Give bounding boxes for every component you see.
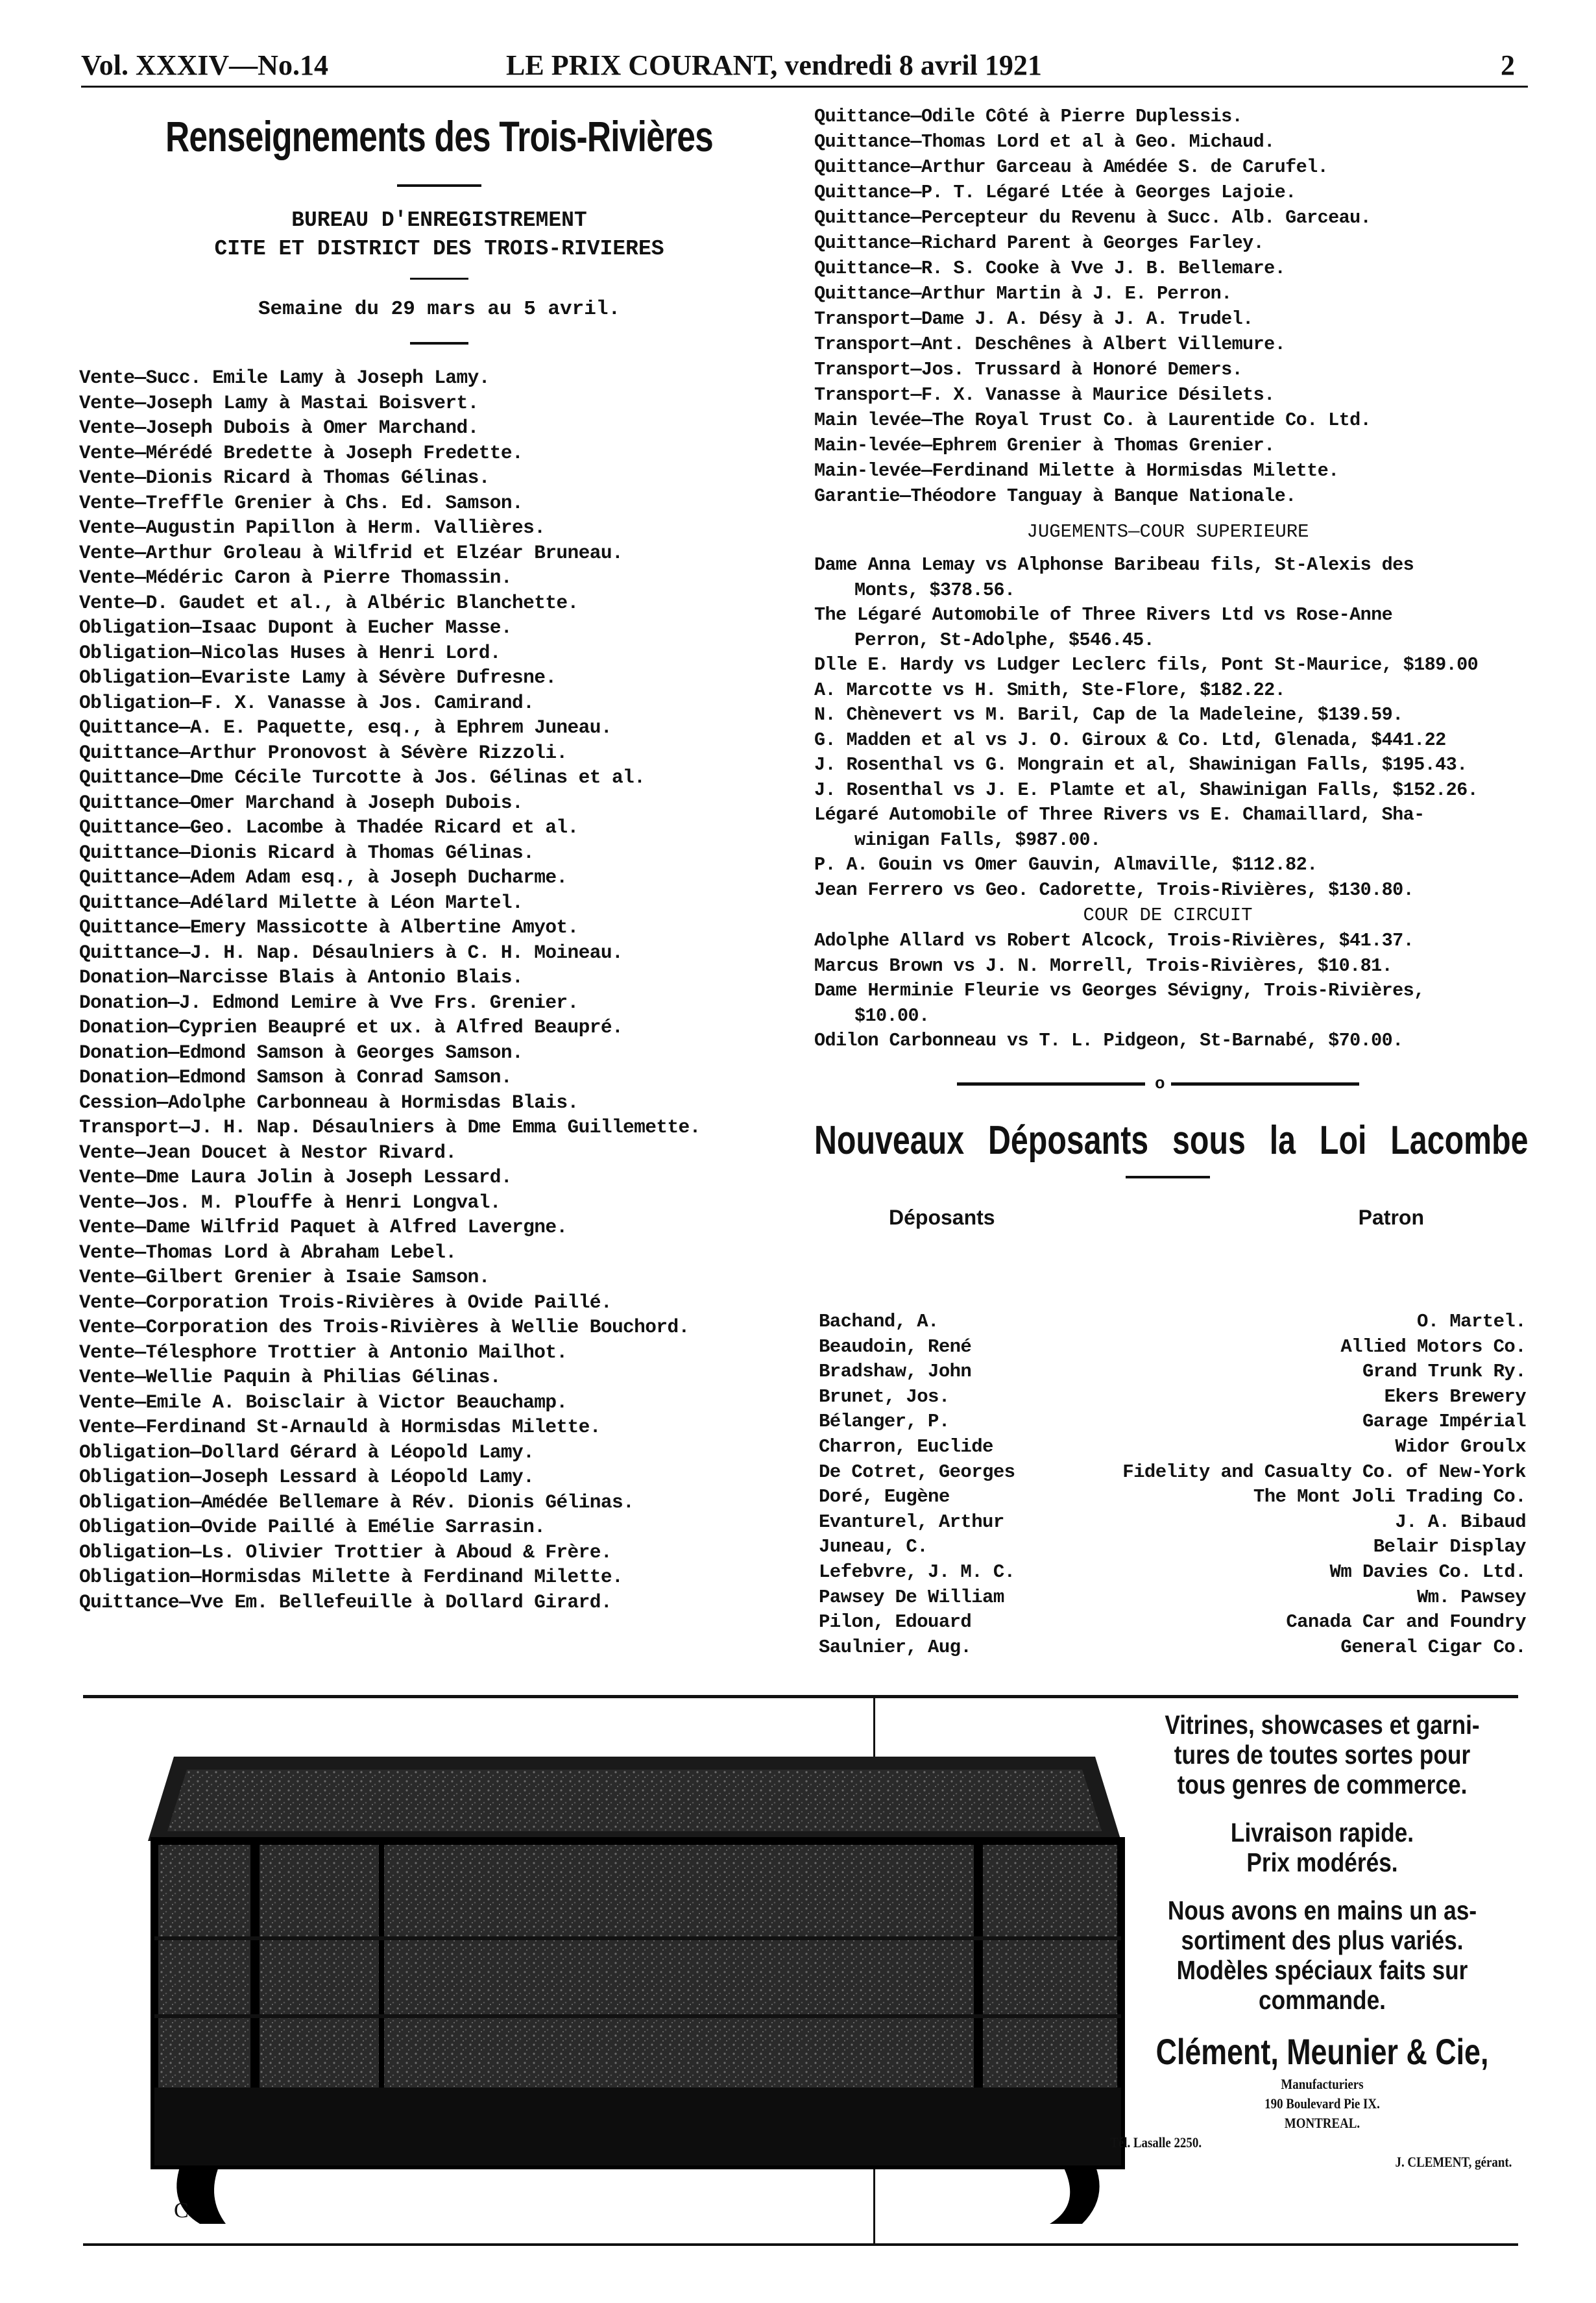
depositor-name: Bradshaw, John: [819, 1361, 972, 1383]
judgment-line: A. Marcotte vs H. Smith, Ste-Flore, $182.22.: [814, 679, 1286, 701]
list-item: Obligation—Amédée Bellemare à Rév. Dionis Gélinas.: [79, 1491, 635, 1513]
patron-name: Ekers Brewery: [1384, 1385, 1526, 1407]
depositor-name: Bélanger, P.: [819, 1411, 950, 1433]
list-item: Quittance—J. H. Nap. Désaulniers à C. H. Moineau.: [79, 941, 623, 964]
judgment-line: P. A. Gouin vs Omer Gauvin, Almaville, $112.82.: [814, 854, 1318, 875]
table-row: [819, 1311, 1526, 1336]
judgment-line: Dame Anna Lemay vs Alphonse Baribeau fils, St-Alexis des: [814, 554, 1414, 576]
patron-name: Canada Car and Foundry: [1286, 1611, 1526, 1633]
title-rule: [397, 184, 481, 187]
list-item: Main-levée—Ephrem Grenier à Thomas Grenier.: [814, 435, 1275, 456]
list-item: Quittance—Arthur Martin à J. E. Perron.: [814, 283, 1232, 304]
depositor-name: Brunet, Jos.: [819, 1385, 950, 1407]
list-item: Main-levée—Ferdinand Milette à Hormisdas Milette.: [814, 460, 1339, 481]
list-item: Transport—F. X. Vanasse à Maurice Désilets.: [814, 384, 1275, 406]
list-item: Vente—Succ. Emile Lamy à Joseph Lamy.: [79, 367, 490, 389]
judgment-line: Légaré Automobile of Three Rivers vs E. Chamaillard, Sha-: [814, 804, 1425, 825]
ornament-rule-right: [1171, 1082, 1359, 1086]
list-item: Donation—Edmond Samson à Georges Samson.: [79, 1041, 524, 1064]
list-item: Vente—Wellie Paquin à Philias Gélinas.: [79, 1366, 501, 1388]
showcase-illustration: [141, 1724, 1128, 2230]
page-number: 2: [1501, 49, 1515, 81]
circuit-list: [814, 929, 1521, 1054]
volume-number: Vol. XXXIV—No.14: [81, 49, 328, 81]
list-item: Quittance—Geo. Lacombe à Thadée Ricard et al.: [79, 816, 579, 838]
depositors-column-headers: [814, 1206, 1521, 1245]
judgment-item: [814, 553, 1521, 603]
list-item: Cession—Adolphe Carbonneau à Hormisdas Blais.: [79, 1091, 579, 1114]
list-item: Quittance—P. T. Légaré Ltée à Georges Lajoie.: [814, 182, 1296, 203]
list-item: Vente—Thomas Lord à Abraham Lebel.: [79, 1241, 457, 1263]
judgment-item: [814, 728, 1521, 753]
ornament-rule-left: [957, 1082, 1145, 1086]
list-item: Donation—Narcisse Blais à Antonio Blais.: [79, 966, 524, 988]
judgment-line: Adolphe Allard vs Robert Alcock, Trois-Rivières, $41.37.: [814, 930, 1414, 951]
list-item: Quittance—R. S. Cooke à Vve J. B. Bellemare.: [814, 258, 1286, 279]
list-item: Vente—Mérédé Bredette à Joseph Fredette.: [79, 441, 524, 464]
judgment-item: [814, 653, 1521, 678]
depositor-name: Saulnier, Aug.: [819, 1636, 972, 1658]
ad-line-1: Vitrines, showcases et garni-: [1165, 1710, 1480, 1740]
depositor-name: Pawsey De William: [819, 1586, 1004, 1608]
depositor-name: Doré, Eugène: [819, 1486, 950, 1508]
judgments-list: [814, 553, 1521, 903]
depositor-name: Beaudoin, René: [819, 1335, 972, 1358]
ad-maker: Manufacturiers: [1281, 2076, 1364, 2092]
list-item: Vente—Arthur Groleau à Wilfrid et Elzéar Bruneau.: [79, 541, 623, 564]
judgment-line: J. Rosenthal vs J. E. Plamte et al, Shawinigan Falls, $152.26.: [814, 779, 1479, 801]
patron-header: Patron: [1358, 1205, 1424, 1229]
list-item: Vente—Gilbert Grenier à Isaie Samson.: [79, 1266, 490, 1288]
list-item: Donation—Edmond Samson à Conrad Samson.: [79, 1066, 513, 1088]
list-item: Transport—Ant. Deschênes à Albert Villemure.: [814, 334, 1286, 355]
registry-entries-left: [79, 365, 799, 1615]
list-item: Quittance—Arthur Garceau à Amédée S. de Carufel.: [814, 156, 1329, 178]
bureau-heading: [79, 206, 799, 263]
list-item: Quittance—Thomas Lord et al à Geo. Michaud.: [814, 131, 1275, 152]
table-row: [819, 1611, 1526, 1637]
ad-copy: [1063, 1710, 1582, 2172]
ad-line-3: tous genres de commerce.: [1177, 1770, 1468, 1799]
judgment-item: [814, 979, 1521, 1029]
judgment-item: [814, 929, 1521, 954]
depositor-name: Charron, Euclide: [819, 1435, 993, 1457]
list-item: Vente—Jos. M. Plouffe à Henri Longval.: [79, 1191, 501, 1213]
list-item: Obligation—Nicolas Huses à Henri Lord.: [79, 641, 501, 664]
ad-address: 190 Boulevard Pie IX.: [1264, 2095, 1380, 2112]
depositor-name: Juneau, C.: [819, 1536, 928, 1558]
list-item: Vente—Ferdinand St-Arnauld à Hormisdas Milette.: [79, 1416, 601, 1438]
bureau-line-1: BUREAU D'ENREGISTREMENT: [291, 208, 587, 232]
ad-line-9: commande.: [1259, 1985, 1386, 2015]
judgment-line: Odilon Carbonneau vs T. L. Pidgeon, St-Barnabé, $70.00.: [814, 1030, 1403, 1051]
table-row: [819, 1436, 1526, 1461]
right-column: [814, 104, 1529, 1245]
list-item: Quittance—Percepteur du Revenu à Succ. Alb. Garceau.: [814, 207, 1372, 228]
judgment-line: The Légaré Automobile of Three Rivers Ltd vs Rose-Anne: [814, 604, 1393, 626]
list-item: Obligation—Joseph Lessard à Léopold Lamy.: [79, 1466, 535, 1488]
judgment-line: Marcus Brown vs J. N. Morrell, Trois-Rivières, $10.81.: [814, 955, 1393, 977]
depositor-name: De Cotret, Georges: [819, 1461, 1015, 1483]
ad-company-name: Clément, Meunier & Cie,: [1155, 2031, 1489, 2072]
patron-name: Wm. Pawsey: [1416, 1586, 1526, 1608]
list-item: Quittance—Emery Massicotte à Albertine Amyot.: [79, 916, 579, 938]
list-item: Vente—Télesphore Trottier à Antonio Mailhot.: [79, 1341, 568, 1363]
list-item: Quittance—Dme Cécile Turcotte à Jos. Gélinas et al.: [79, 766, 646, 788]
list-item: Donation—J. Edmond Lemire à Vve Frs. Grenier.: [79, 991, 579, 1014]
table-row: [819, 1336, 1526, 1361]
week-rule: [410, 342, 468, 345]
ad-manager: J. CLEMENT, gérant.: [1395, 2154, 1512, 2170]
list-item: Obligation—F. X. Vanasse à Jos. Camirand.: [79, 691, 535, 714]
list-item: Quittance—A. E. Paquette, esq., à Ephrem Juneau.: [79, 716, 612, 738]
list-item: Quittance—Omer Marchand à Joseph Dubois.: [79, 791, 524, 814]
list-item: Vente—Joseph Lamy à Mastai Boisvert.: [79, 391, 479, 414]
judgment-line: Dlle E. Hardy vs Ludger Leclerc fils, Pont St-Maurice, $189.00: [814, 654, 1479, 676]
judgment-line-continued: $10.00.: [854, 1005, 930, 1027]
judgment-item: [814, 853, 1521, 878]
patron-name: Wm Davies Co. Ltd.: [1329, 1561, 1526, 1583]
lacombe-title: Nouveaux Déposants sous la Loi Lacombe: [814, 1117, 1529, 1163]
list-item: Quittance—Arthur Pronovost à Sévère Rizzoli.: [79, 741, 568, 764]
week-range: Semaine du 29 mars au 5 avril.: [258, 298, 621, 321]
patron-name: General Cigar Co.: [1340, 1636, 1526, 1658]
judgment-line-continued: Monts, $378.56.: [854, 579, 1015, 601]
list-item: Obligation—Evariste Lamy à Sévère Dufresne.: [79, 666, 557, 688]
table-row: [819, 1386, 1526, 1411]
lacombe-rule: [1126, 1176, 1210, 1178]
circuit-heading: COUR DE CIRCUIT: [1083, 905, 1253, 926]
ad-city: MONTREAL.: [1284, 2115, 1360, 2131]
case-mark: C: [174, 2199, 189, 2223]
table-row: [819, 1561, 1526, 1587]
ad-line-2: tures de toutes sortes pour: [1174, 1740, 1471, 1770]
ad-telephone: Tél. Lasalle 2250.: [1110, 2134, 1202, 2151]
list-item: Quittance—Dionis Ricard à Thomas Gélinas.: [79, 841, 535, 864]
list-item: Quittance—Odile Côté à Pierre Duplessis.: [814, 106, 1243, 127]
table-row: [819, 1511, 1526, 1537]
running-header: [81, 40, 1528, 88]
showcase-advertisement: [83, 1695, 1518, 2246]
list-item: Transport—Jos. Trussard à Honoré Demers.: [814, 359, 1243, 380]
patron-name: Grand Trunk Ry.: [1362, 1361, 1526, 1383]
patron-name: Garage Impérial: [1362, 1411, 1526, 1433]
table-row: [819, 1461, 1526, 1487]
list-item: Vente—Joseph Dubois à Omer Marchand.: [79, 417, 479, 439]
list-item: Obligation—Ovide Paillé à Emélie Sarrasin.: [79, 1516, 546, 1538]
list-item: Donation—Cyprien Beaupré et ux. à Alfred Beaupré.: [79, 1016, 623, 1038]
ornament-divider: [814, 1071, 1521, 1097]
depositor-name: Evanturel, Arthur: [819, 1511, 1004, 1533]
ad-line-5: Prix modérés.: [1246, 1847, 1398, 1877]
judgments-heading: JUGEMENTS—COUR SUPERIEURE: [1026, 521, 1309, 542]
list-item: Vente—D. Gaudet et al., à Albéric Blanchette.: [79, 591, 579, 614]
judgment-item: [814, 778, 1521, 803]
depositor-name: Pilon, Edouard: [819, 1611, 972, 1633]
list-item: Vente—Dme Laura Jolin à Joseph Lessard.: [79, 1166, 513, 1188]
list-item: Obligation—Isaac Dupont à Eucher Masse.: [79, 616, 513, 639]
list-item: Vente—Corporation des Trois-Rivières à Wellie Bouchord.: [79, 1316, 690, 1338]
patron-name: O. Martel.: [1416, 1311, 1526, 1332]
patron-name: Widor Groulx: [1395, 1435, 1526, 1457]
judgment-item: [814, 678, 1521, 703]
bureau-line-2: CITE ET DISTRICT DES TROIS-RIVIERES: [214, 237, 664, 261]
depositor-name: Lefebvre, J. M. C.: [819, 1561, 1015, 1583]
list-item: Garantie—Théodore Tanguay à Banque Nationale.: [814, 485, 1296, 507]
ornament-dot: o: [1155, 1073, 1165, 1093]
table-row: [819, 1587, 1526, 1612]
patron-name: Belair Display: [1373, 1536, 1526, 1558]
table-row: [819, 1486, 1526, 1511]
judgment-item: [814, 603, 1521, 653]
section-title: Renseignements des Trois-Rivières: [165, 112, 714, 160]
depositors-header: Déposants: [889, 1205, 995, 1229]
depositors-table: [819, 1311, 1526, 1661]
judgment-line-continued: winigan Falls, $987.00.: [854, 829, 1101, 851]
judgment-item: [814, 954, 1521, 979]
list-item: Vente—Dame Wilfrid Paquet à Alfred Lavergne.: [79, 1216, 568, 1238]
newspaper-title-date: LE PRIX COURANT, vendredi 8 avril 1921: [506, 49, 1042, 81]
list-item: Vente—Médéric Caron à Pierre Thomassin.: [79, 567, 513, 589]
list-item: Quittance—Richard Parent à Georges Farley.: [814, 232, 1264, 254]
judgment-line: Jean Ferrero vs Geo. Cadorette, Trois-Rivières, $130.80.: [814, 879, 1414, 901]
case-leg-right: [1050, 2165, 1100, 2224]
list-item: Quittance—Adem Adam esq., à Joseph Ducharme.: [79, 866, 568, 888]
judgment-line-continued: Perron, St-Adolphe, $546.45.: [854, 629, 1155, 651]
judgment-line: J. Rosenthal vs G. Mongrain et al, Shawinigan Falls, $195.43.: [814, 754, 1468, 775]
judgment-line: N. Chènevert vs M. Baril, Cap de la Madeleine, $139.59.: [814, 704, 1403, 725]
case-top-glass: [167, 1770, 1102, 1831]
patron-name: J. A. Bibaud: [1395, 1511, 1526, 1533]
list-item: Vente—Augustin Papillon à Herm. Vallières.: [79, 517, 546, 539]
judgment-item: [814, 803, 1521, 853]
patron-name: Allied Motors Co.: [1340, 1335, 1526, 1358]
bureau-rule: [410, 278, 468, 280]
judgment-item: [814, 703, 1521, 728]
table-row: [819, 1361, 1526, 1386]
list-item: Obligation—Hormisdas Milette à Ferdinand Milette.: [79, 1566, 623, 1588]
list-item: Main levée—The Royal Trust Co. à Laurentide Co. Ltd.: [814, 409, 1372, 431]
list-item: Obligation—Ls. Olivier Trottier à Aboud & Frère.: [79, 1541, 612, 1563]
list-item: Vente—Corporation Trois-Rivières à Ovide Paillé.: [79, 1291, 612, 1313]
ad-line-8: Modèles spéciaux faits sur: [1176, 1955, 1468, 1985]
left-column: [79, 104, 799, 1615]
case-base: [154, 2088, 1121, 2165]
list-item: Vente—Treffle Grenier à Chs. Ed. Samson.: [79, 491, 524, 514]
judgment-item: [814, 753, 1521, 778]
table-row: [819, 1411, 1526, 1436]
ad-line-6: Nous avons en mains un as-: [1167, 1895, 1477, 1925]
ad-line-4: Livraison rapide.: [1230, 1818, 1414, 1847]
registry-entries-right: [814, 104, 1521, 509]
table-row: [819, 1637, 1526, 1662]
judgment-item: [814, 1029, 1521, 1054]
list-item: Vente—Dionis Ricard à Thomas Gélinas.: [79, 467, 490, 489]
ad-line-7: sortiment des plus variés.: [1181, 1925, 1464, 1955]
list-item: Quittance—Vve Em. Bellefeuille à Dollard Girard.: [79, 1590, 612, 1613]
judgment-line: Dame Herminie Fleurie vs Georges Sévigny, Trois-Rivières,: [814, 980, 1425, 1001]
list-item: Vente—Emile A. Boisclair à Victor Beauchamp.: [79, 1391, 568, 1413]
patron-name: The Mont Joli Trading Co.: [1253, 1486, 1526, 1508]
depositor-name: Bachand, A.: [819, 1311, 939, 1332]
list-item: Quittance—Adélard Milette à Léon Martel.: [79, 891, 524, 914]
judgment-line: G. Madden et al vs J. O. Giroux & Co. Ltd, Glenada, $441.22: [814, 729, 1446, 751]
table-row: [819, 1536, 1526, 1561]
list-item: Transport—J. H. Nap. Désaulniers à Dme Emma Guillemette.: [79, 1116, 701, 1138]
patron-name: Fidelity and Casualty Co. of New-York: [1122, 1461, 1526, 1483]
list-item: Obligation—Dollard Gérard à Léopold Lamy.: [79, 1441, 535, 1463]
list-item: Transport—Dame J. A. Désy à J. A. Trudel.: [814, 308, 1253, 330]
list-item: Vente—Jean Doucet à Nestor Rivard.: [79, 1141, 457, 1164]
judgment-item: [814, 878, 1521, 903]
